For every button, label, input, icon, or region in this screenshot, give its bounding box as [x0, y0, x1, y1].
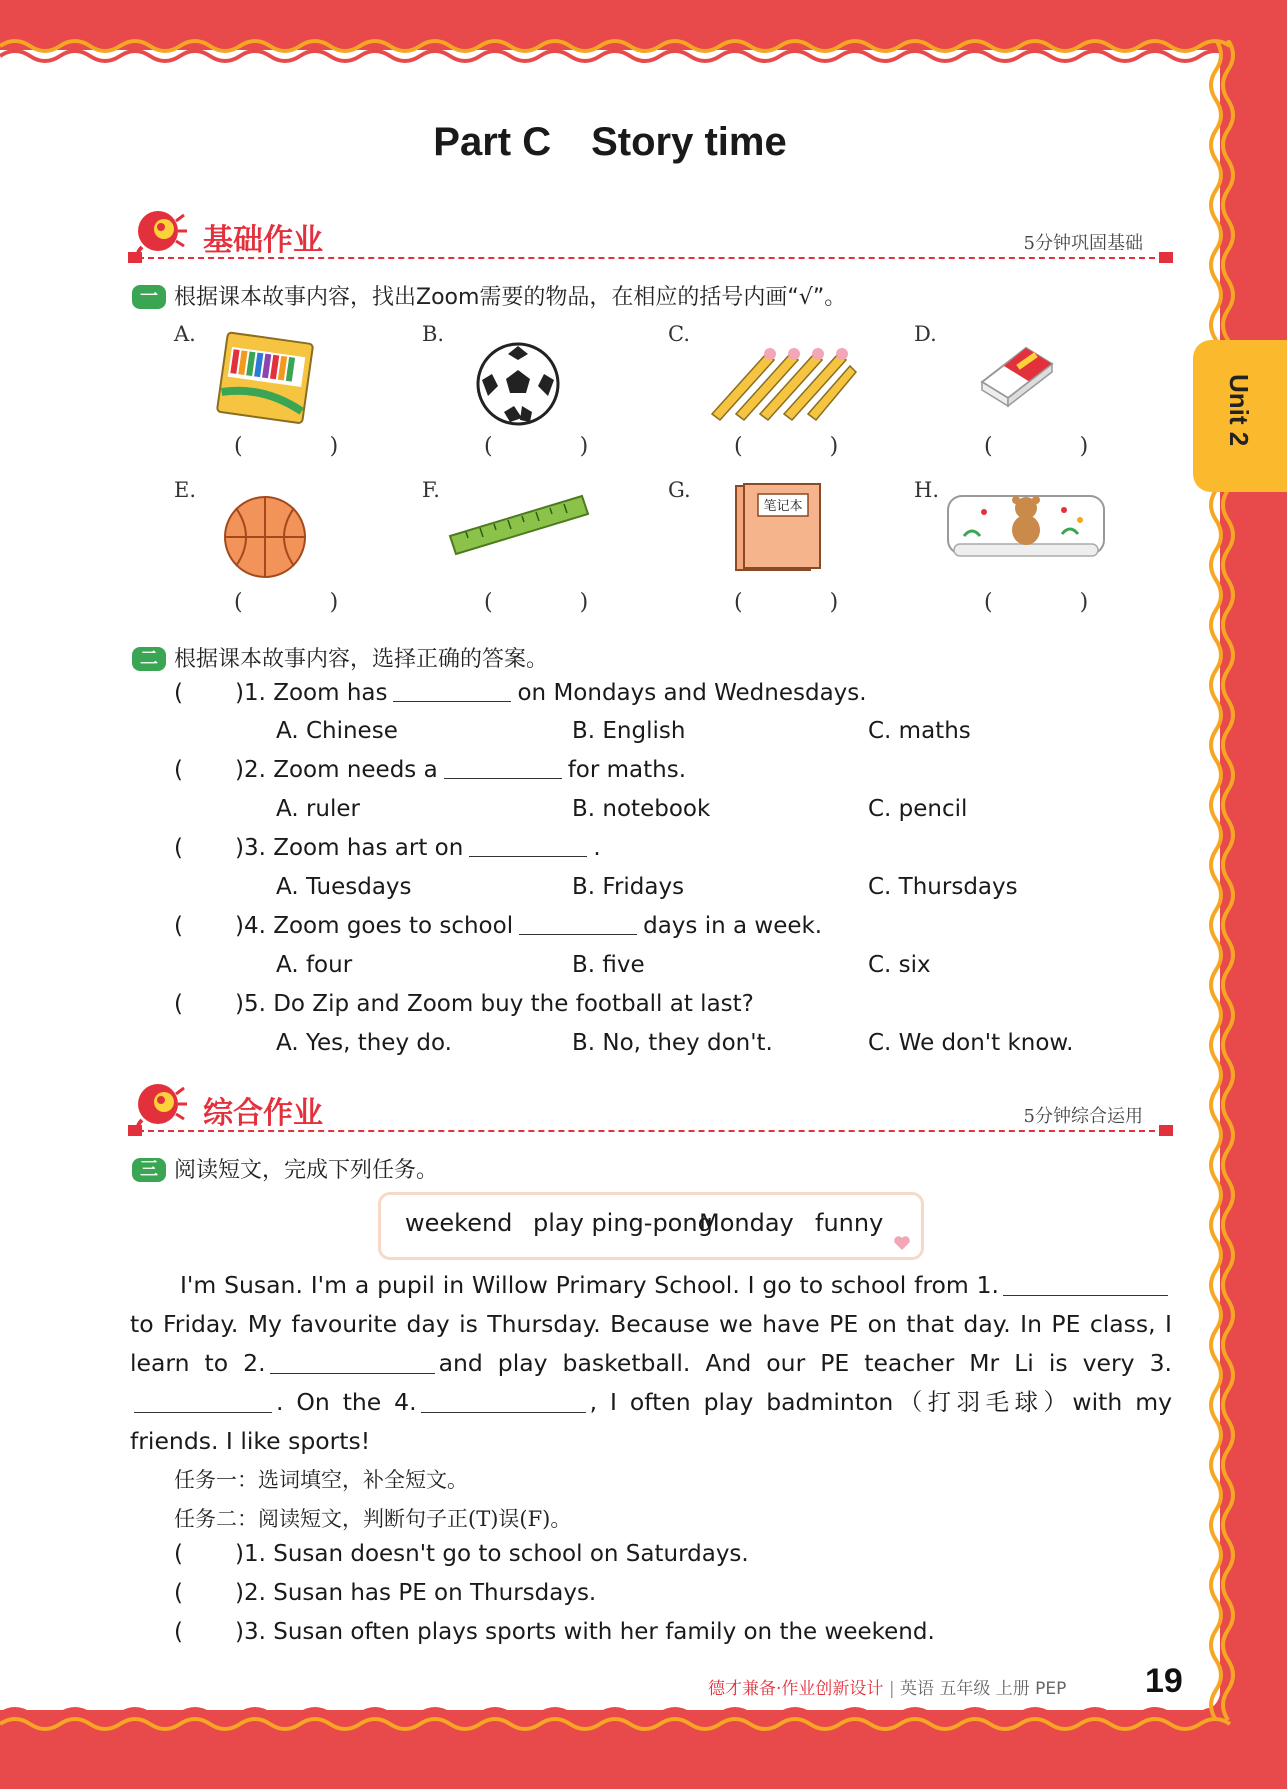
mc-option[interactable]: C. pencil: [868, 796, 968, 822]
word-bank-item[interactable]: funny: [815, 1209, 884, 1237]
rule-end-left: [128, 1125, 142, 1136]
notebook-label: 笔记本: [763, 499, 803, 514]
section-label: 综合作业: [203, 1096, 323, 1131]
rule-end-left: [128, 252, 142, 263]
mc-option[interactable]: C. Thursdays: [868, 874, 1018, 900]
eraser-icon: [976, 336, 1058, 410]
question-instruction: 阅读短文，完成下列任务。: [174, 1158, 439, 1183]
basketball-icon: [222, 494, 308, 580]
answer-blank[interactable]: [393, 681, 511, 702]
option-letter: F.: [422, 478, 440, 502]
word-bank-item[interactable]: weekend: [405, 1209, 513, 1237]
mc-option[interactable]: B. notebook: [572, 796, 711, 822]
mc-option[interactable]: B. English: [572, 718, 686, 744]
answer-parens[interactable]: ( ): [484, 434, 629, 459]
footer-info: 英语 五年级 上册 PEP: [899, 1679, 1067, 1699]
pencils-icon: [702, 332, 858, 422]
mc-option[interactable]: A. ruler: [276, 796, 360, 822]
footer: 德才兼备·作业创新设计 | 英语 五年级 上册 PEP: [708, 1679, 1067, 1699]
answer-parens[interactable]: ( ): [734, 590, 879, 615]
question-badge: 二: [132, 647, 166, 671]
question-instruction: 根据课本故事内容，找出Zoom需要的物品，在相应的括号内画“√”。: [174, 285, 847, 310]
word-bank: [378, 1192, 924, 1260]
reading-passage: I'm Susan. I'm a pupil in Willow Primary School. I go to school from 1.to Friday. My favourite day is Thursday. Because we have PE on that day. In PE class, I learn to 2. and play basketball. And our PE teacher Mr Li is very 3.. On the 4. , I often play badminton（打羽毛球）with my friends. I like sports!: [130, 1271, 1172, 1455]
page-title: Part C Story time: [433, 120, 787, 164]
wavy-border-top: [0, 36, 1245, 76]
ruler-icon: [446, 492, 590, 560]
section-header-basic: [128, 205, 1173, 265]
notebook-icon: [730, 482, 826, 574]
unit-tab[interactable]: [1193, 340, 1287, 492]
task-2: 任务二：阅读短文，判断句子正(T)误(F)。: [174, 1507, 572, 1531]
heart-icon: [893, 1235, 911, 1251]
mc-option[interactable]: A. Tuesdays: [276, 874, 412, 900]
section-label: 基础作业: [203, 223, 323, 258]
section-rule: [128, 1130, 1165, 1132]
answer-blank[interactable]: [519, 914, 637, 935]
answer-parens[interactable]: ( ): [984, 434, 1129, 459]
option-letter: C.: [668, 322, 690, 346]
answer-parens[interactable]: ( ): [484, 590, 629, 615]
mc-option[interactable]: B. Fridays: [572, 874, 685, 900]
answer-blank[interactable]: [444, 758, 562, 779]
mc-question-3: ( )3. Zoom has art on .: [174, 835, 601, 861]
mc-option[interactable]: C. maths: [868, 718, 971, 744]
question-1-heading: [132, 280, 846, 311]
mc-option[interactable]: B. No, they don't.: [572, 1030, 773, 1056]
question-badge: 一: [132, 285, 166, 309]
option-letter: G.: [668, 478, 691, 502]
question-2-heading: [132, 642, 548, 673]
mc-option[interactable]: C. We don't know.: [868, 1030, 1074, 1056]
football-icon: [474, 340, 562, 428]
section-rule: [128, 257, 1165, 259]
passage-blank-3[interactable]: [134, 1390, 272, 1413]
word-bank-item[interactable]: play ping-pong: [533, 1209, 713, 1237]
mc-option[interactable]: A. Yes, they do.: [276, 1030, 452, 1056]
option-letter: D.: [914, 322, 937, 346]
judgement-1: ( )1. Susan doesn't go to school on Saturdays.: [174, 1541, 749, 1567]
rule-end-right: [1159, 1125, 1173, 1136]
answer-parens[interactable]: ( ): [234, 434, 379, 459]
wavy-border-right: [1196, 40, 1244, 1730]
page-number: 19: [1145, 1662, 1183, 1700]
section-note: 5分钟巩固基础: [1023, 233, 1143, 254]
wavy-border-bottom: [0, 1694, 1245, 1734]
question-3-heading: [132, 1153, 438, 1184]
option-letter: A.: [174, 322, 196, 346]
mc-option[interactable]: C. six: [868, 952, 931, 978]
mc-question-1: ( )1. Zoom has on Mondays and Wednesdays.: [174, 680, 867, 706]
mc-option[interactable]: A. four: [276, 952, 353, 978]
mc-question-5: ( )5. Do Zip and Zoom buy the football at last?: [174, 991, 754, 1017]
answer-parens[interactable]: ( ): [984, 590, 1129, 615]
pencil-box-icon: [944, 488, 1108, 564]
question-badge: 三: [132, 1158, 166, 1182]
passage-blank-4[interactable]: [421, 1390, 586, 1413]
option-letter: B.: [422, 322, 445, 346]
question-instruction: 根据课本故事内容，选择正确的答案。: [174, 647, 549, 672]
rule-end-right: [1159, 252, 1173, 263]
judgement-2: ( )2. Susan has PE on Thursdays.: [174, 1580, 597, 1606]
unit-tab-label: Unit 2: [1224, 374, 1254, 447]
mc-question-2: ( )2. Zoom needs a for maths.: [174, 757, 687, 783]
section-note: 5分钟综合运用: [1023, 1106, 1143, 1127]
answer-parens[interactable]: ( ): [734, 434, 879, 459]
option-letter: E.: [174, 478, 197, 502]
passage-blank-2[interactable]: [270, 1351, 435, 1374]
answer-parens[interactable]: ( ): [234, 590, 379, 615]
crayon-box-icon: [214, 328, 318, 428]
mc-option[interactable]: A. Chinese: [276, 718, 398, 744]
option-letter: H.: [914, 478, 939, 502]
word-bank-item[interactable]: Monday: [699, 1209, 794, 1237]
mc-option[interactable]: B. five: [572, 952, 645, 978]
section-header-comprehensive: [128, 1078, 1173, 1138]
task-1: 任务一：选词填空，补全短文。: [174, 1468, 468, 1492]
passage-blank-1[interactable]: [1003, 1273, 1168, 1296]
mc-question-4: ( )4. Zoom goes to school days in a week.: [174, 913, 823, 939]
judgement-3: ( )3. Susan often plays sports with her family on the weekend.: [174, 1619, 935, 1645]
answer-blank[interactable]: [469, 836, 587, 857]
footer-brand: 德才兼备·作业创新设计: [708, 1679, 884, 1699]
